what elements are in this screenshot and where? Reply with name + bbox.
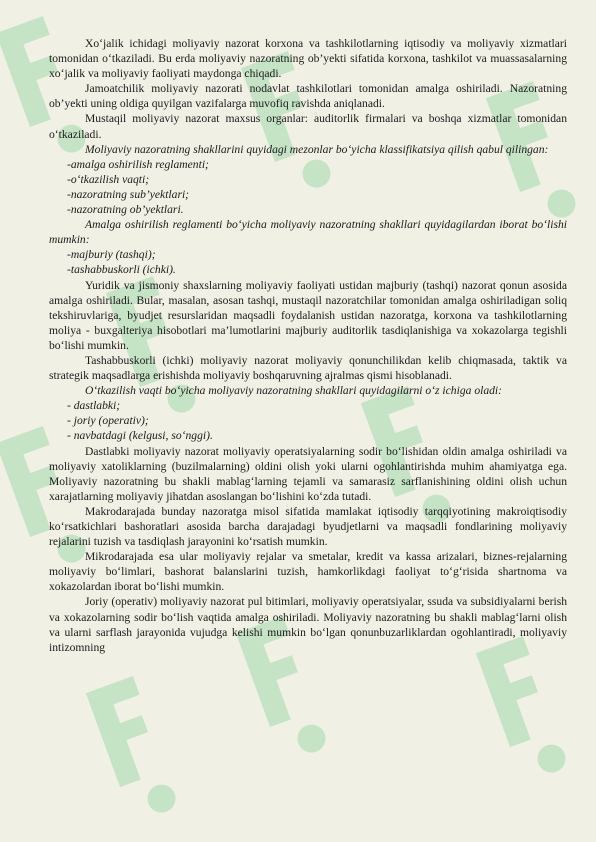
paragraph-italic: O‘tkazilish vaqti bo‘yicha moliyaviy nazoratning shakllari quyidagilarni o‘z ichiga oladi: <box>85 384 503 398</box>
paragraph-italic: Moliyaviy nazoratning shakllarini quyidagi mezonlar bo‘yicha klassifikatsiya qilish qabul qilingan: <box>85 142 549 156</box>
list-item: -tashabbuskorli (ichki). <box>67 263 176 277</box>
paragraph: Yuridik va jismoniy shaxslarning moliyaviy faoliyati ustidan majburiy (tashqi) nazorat qonun asosida amalga oshiriladi. Bular, masalan, asosan tashqi, mustaqil nazoratchilar tomonidan amalga oshiriladigan soliq tekshiruvlariga, byudjet resurslaridan maqsadli foydalanish ustidan nazoratga, korxona va tashkilotlarning moliya - buxgalteriya hisobotlari ma’lumotlarini majburiy auditorlik tasdiqlanishiga va xokazolarga tegishli bo‘lishi mumkin. <box>49 278 567 352</box>
paragraph: Joriy (operativ) moliyaviy nazorat pul bitimlari, moliyaviy operatsiyalar, ssuda va subsidiyalarni berish va xokazolarning sodir bo‘lish vaqtida amalga oshiriladi. Moliyaviy nazoratning bu shakli mablag‘larni olish va ularni sarflash jarayonida vujudga kelishi mumkin bo‘lgan qonunbuzarliklardan ogohlantiradi, moliyaviy intizomning <box>49 595 567 654</box>
list-item: -majburiy (tashqi); <box>67 248 156 262</box>
paragraph: Jamoatchilik moliyaviy nazorati nodavlat tashkilotlari tomonidan amalga oshiriladi. Nazoratning ob’yekti uning oldiga quyilgan vazifalarga muvofiq ravishda aniqlanadi. <box>49 82 567 111</box>
paragraph: Xo‘jalik ichidagi moliyaviy nazorat korxona va tashkilotlarning iqtisodiy va moliyaviy xizmatlari tomonidan o‘tkaziladi. Bu erda moliyaviy nazoratning ob’yekti sifatida korxona, tashkilot va muassasalarning xo‘jalik va moliyaviy faoliyati maydonga chiqadi. <box>49 37 567 81</box>
list-item: -nazoratning sub’yektlari; <box>67 187 190 201</box>
list-item: -o‘tkazilish vaqti; <box>67 172 150 186</box>
list-item: - joriy (operativ); <box>67 414 149 428</box>
paragraph-italic: Amalga oshirilish reglamenti bo‘yicha moliyaviy nazoratning shakllari quyidagilardan iborat bo‘lishi mumkin: <box>49 218 567 247</box>
paragraph: Tashabbuskorli (ichki) moliyaviy nazorat moliyaviy qonunchilikdan kelib chiqmasada, taktik va strategik maqsadlarga erishishda moliyaviy boshqaruvning ajralmas qismi hisoblanadi. <box>49 353 567 383</box>
list-item: - navbatdagi (kelgusi, so‘nggi). <box>67 429 213 443</box>
document-page <box>49 36 567 655</box>
paragraph: Mikrodarajada esa ular moliyaviy rejalar va smetalar, kredit va kassa arizalari, biznes-rejalarning moliyaviy bo‘limlari, bashorat balanslarini tuzish, hamkorlikdagi faoliyat to‘g‘risida shartnoma va xokazolardan iborat bo‘lishi mumkin. <box>49 550 567 594</box>
watermark-logo-icon <box>466 633 583 798</box>
paragraph: Mustaqil moliyaviy nazorat maxsus organlar: auditorlik firmalari va boshqa xizmatlar tomonidan o‘tkaziladi. <box>49 112 567 141</box>
list-item: - dastlabki; <box>67 399 121 413</box>
paragraph: Makrodarajada bunday nazoratga misol sifatida mamlakat iqtisodiy tarqqiyotining makroiqtisodiy ko‘rsatkichlari bashoratlari asosida barcha darajadagi byudjetlarni va maqsadli fondlarining moliyaviy rejalarini tuzish va tasdiqlash jarayonini ko‘rsatish mumkin. <box>49 504 567 549</box>
list-item: -nazoratning ob’yektlari. <box>67 203 184 217</box>
list-item: -amalga oshirilish reglamenti; <box>67 157 209 171</box>
paragraph: Dastlabki moliyaviy nazorat moliyaviy operatsiyalarning sodir bo‘lishidan oldin amalga oshiriladi va moliyaviy xatoliklarning (buzilmalarning) oldini olish yoki ularni ogohlantirishda muhim ahamiyatga ega. Moliyaviy nazoratning bu shakli mablag‘larning tejamli va samarasiz sarflanishining oldini olish uchun xarajatlarning moliyaviy jihatdan asoslangan bo‘lishini ko‘zda tutadi. <box>49 444 567 503</box>
watermark-logo-icon <box>76 673 193 838</box>
